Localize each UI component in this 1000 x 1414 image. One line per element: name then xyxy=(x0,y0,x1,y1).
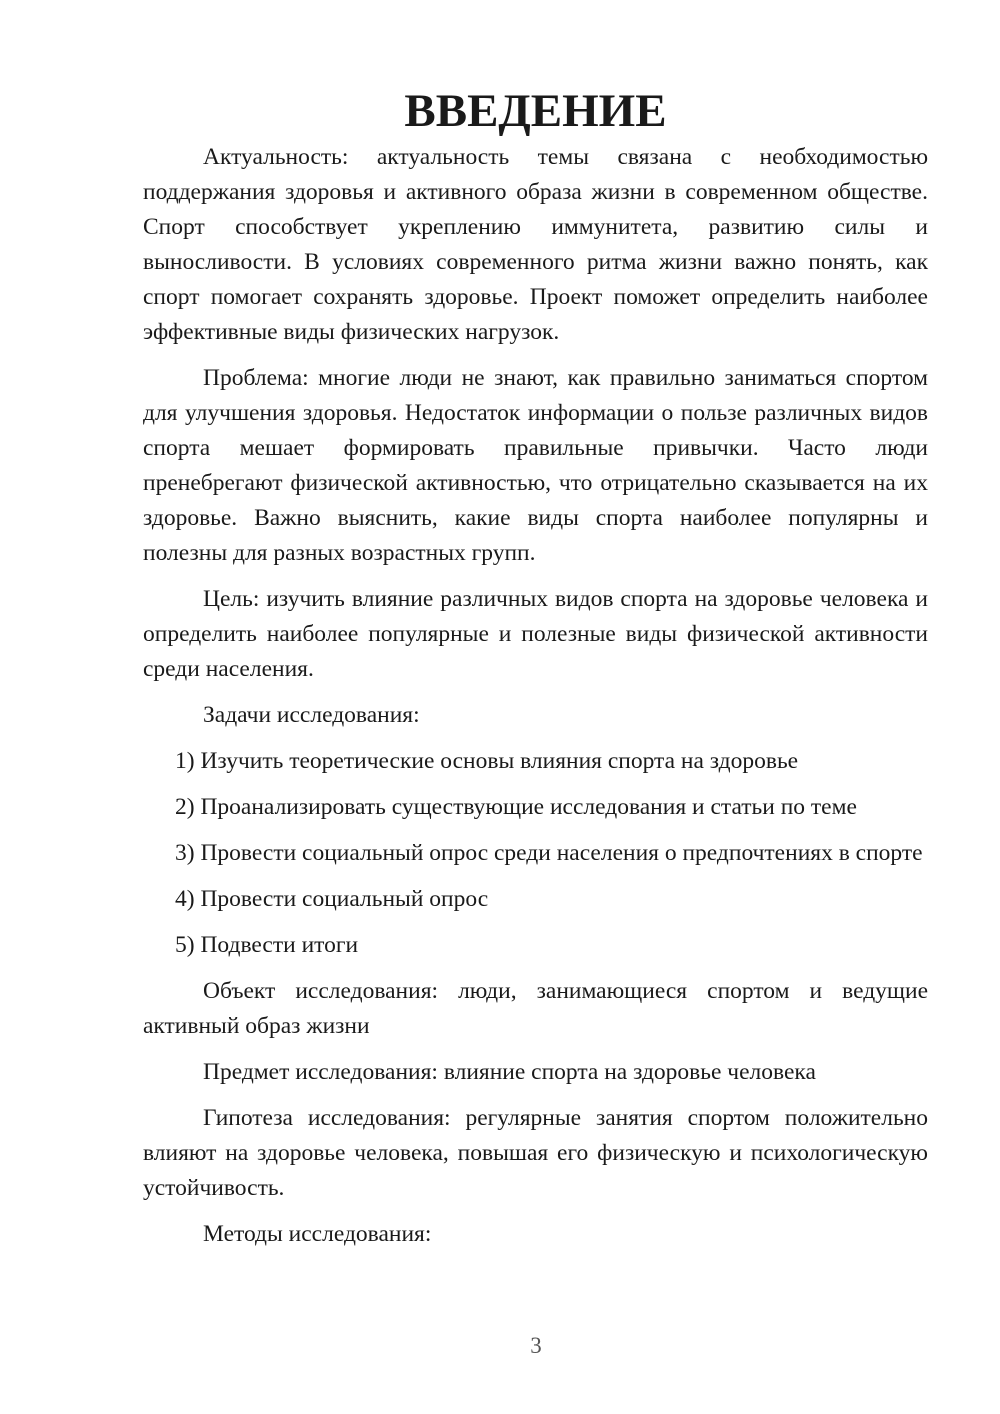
task-item: 4) Провести социальный опрос xyxy=(175,886,489,912)
task-item: 3) Провести социальный опрос среди населения о предпочтениях в спорте xyxy=(175,840,923,866)
page-number: 3 xyxy=(530,1333,542,1358)
task-item: 2) Проанализировать существующие исследования и статьи по теме xyxy=(175,794,857,820)
paragraph-tasks-heading: Задачи исследования: xyxy=(203,702,420,728)
paragraph-object: Объект исследования: люди, занимающиеся спортом и ведущие активный образ жизни xyxy=(143,978,928,1039)
paragraph-problem: Проблема: многие люди не знают, как правильно заниматься спортом для улучшения здоровья. Недостаток информации о пользе различных видов спорта мешает формировать правильные привычки. Часто люди пренебрегают физической активностью, что отрицательно сказывается на их здоровье. Важно выяснить, какие виды спорта наиболее популярны и полезны для разных возрастных групп. xyxy=(143,365,928,566)
task-item: 5) Подвести итоги xyxy=(175,932,359,958)
paragraph-subject: Предмет исследования: влияние спорта на здоровье человека xyxy=(203,1059,816,1085)
paragraph-hypothesis: Гипотеза исследования: регулярные занятия спортом положительно влияют на здоровье человека, повышая его физическую и психологическую устойчивость. xyxy=(143,1105,928,1201)
document-body xyxy=(143,85,928,1263)
paragraph-goal: Цель: изучить влияние различных видов спорта на здоровье человека и определить наиболее популярные и полезные виды физической активности среди населения. xyxy=(143,586,928,682)
paragraph-relevance: Актуальность: актуальность темы связана с необходимостью поддержания здоровья и активного образа жизни в современном обществе. Спорт способствует укреплению иммунитета, развитию силы и выносливости. В условиях современного ритма жизни важно понять, как спорт помогает сохранять здоровье. Проект поможет определить наиболее эффективные виды физических нагрузок. xyxy=(143,144,928,345)
task-item: 1) Изучить теоретические основы влияния спорта на здоровье xyxy=(175,748,799,774)
section-title: ВВЕДЕНИЕ xyxy=(404,85,667,137)
paragraph-methods: Методы исследования: xyxy=(203,1221,432,1247)
